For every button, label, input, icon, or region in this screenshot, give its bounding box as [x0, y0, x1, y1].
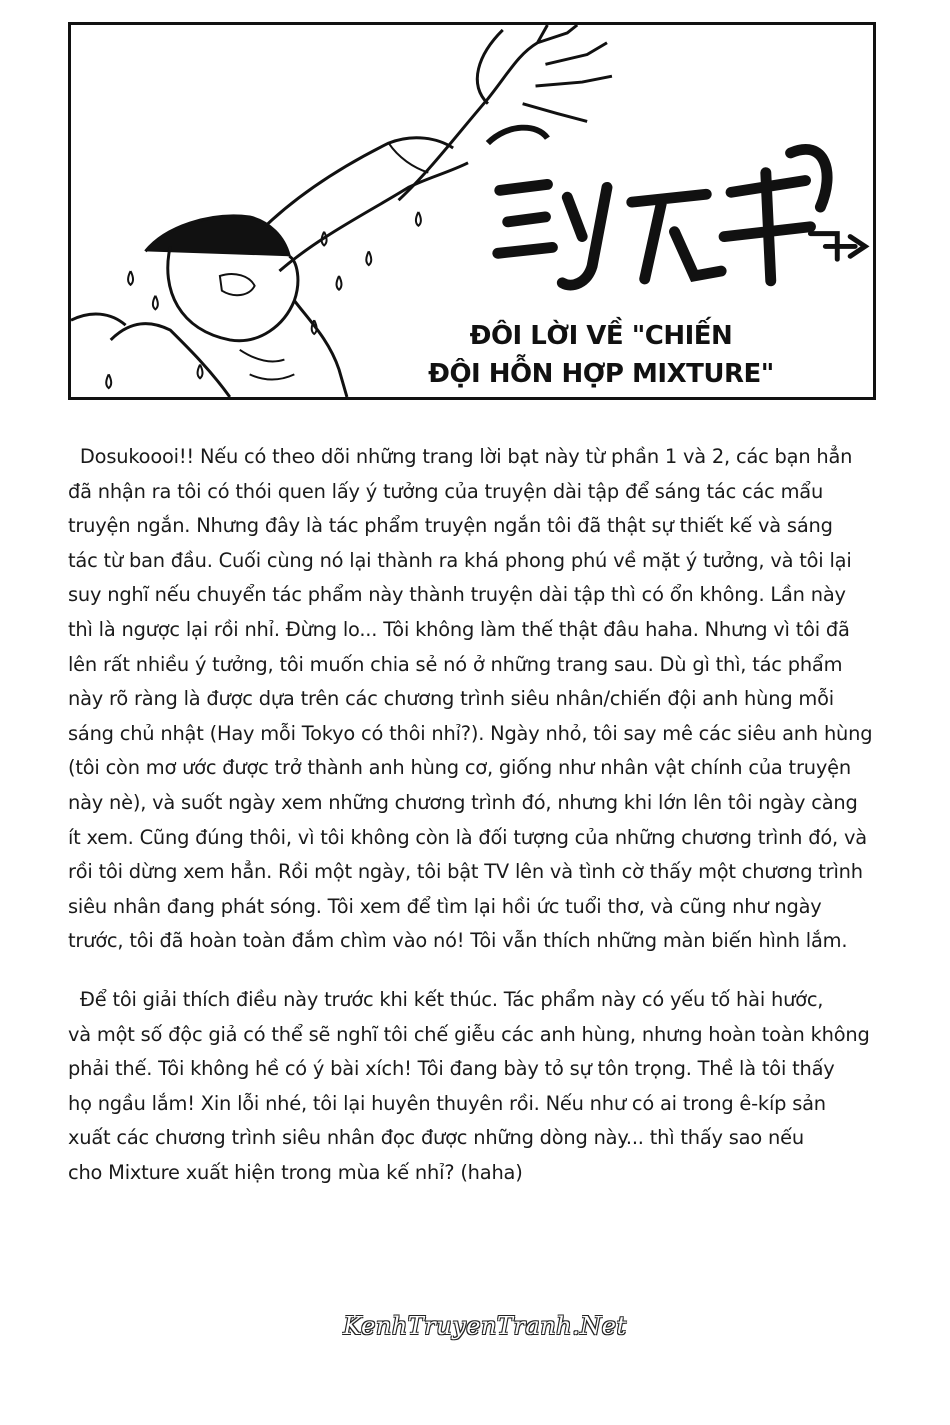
header-illustration-panel — [68, 22, 876, 400]
text-line: tác từ ban đầu. Cuối cùng nó lại thành ra khá phong phú về mặt ý tưởng, và tôi lại — [68, 548, 852, 572]
text-line: họ ngầu lắm! Xin lỗi nhé, tôi lại huyên thuyên rồi. Nếu như có ai trong ê-kíp sản — [68, 1091, 826, 1115]
text-line: rồi tôi dừng xem hẳn. Rồi một ngày, tôi bật TV lên và tình cờ thấy một chương trình — [68, 860, 863, 884]
paragraph-2 — [68, 983, 888, 1191]
text-line: (tôi còn mơ ước được trở thành anh hùng cơ, giống như nhân vật chính của truyện — [68, 756, 851, 780]
text-line: ít xem. Cũng đúng thôi, vì tôi không còn là đối tượng của những chương trình đó, và — [68, 825, 867, 849]
text-line: Để tôi giải thích điều này trước khi kết thúc. Tác phẩm này có yếu tố hài hước, — [68, 987, 824, 1011]
text-line: này rõ ràng là được dựa trên các chương trình siêu nhân/chiến đội anh hùng mỗi — [68, 687, 834, 711]
text-line: truyện ngắn. Nhưng đây là tác phẩm truyện ngắn tôi đã thật sự thiết kế và sáng — [68, 514, 833, 538]
article-title — [411, 317, 791, 393]
text-line: thì là ngược lại rồi nhỉ. Đừng lo... Tôi không làm thế thật đâu haha. Nhưng vì tôi đã — [68, 617, 850, 641]
text-line: lên rất nhiều ý tưởng, tôi muốn chia sẻ nó ở những trang sau. Dù gì thì, tác phẩm — [68, 652, 843, 676]
text-line: xuất các chương trình siêu nhân đọc được những dòng này... thì thấy sao nếu — [68, 1126, 804, 1150]
paragraph-1 — [68, 440, 888, 959]
text-line: cho Mixture xuất hiện trong mùa kế nhỉ? (haha) — [68, 1160, 523, 1184]
text-line: Dosukoooi!! Nếu có theo dõi những trang lời bạt này từ phần 1 và 2, các bạn hẳn — [68, 445, 853, 468]
afterword-body — [68, 440, 888, 1190]
title-line-2: ĐỘI HỖN HỢP MIXTURE" — [428, 359, 774, 389]
text-line: suy nghĩ nếu chuyển tác phẩm này thành truyện dài tập thì có ổn không. Lần này — [68, 583, 846, 607]
text-line: này nè), và suốt ngày xem những chương trình đó, nhưng khi lớn lên tôi ngày càng — [68, 790, 858, 814]
text-line: phải thế. Tôi không hề có ý bài xích! Tôi đang bày tỏ sự tôn trọng. Thề là tôi thấy — [68, 1057, 835, 1081]
text-line: đã nhận ra tôi có thói quen lấy ý tưởng của truyện dài tập để sáng tác các mẩu — [68, 479, 824, 503]
text-line: sáng chủ nhật (Hay mỗi Tokyo có thôi nhỉ?). Ngày nhỏ, tôi say mê các siêu anh hùng — [68, 721, 873, 745]
site-watermark: KenhTruyenTranh.Net — [343, 1312, 627, 1340]
text-line: siêu nhân đang phát sóng. Tôi xem để tìm lại hồi ức tuổi thơ, và cũng như ngày — [68, 894, 822, 918]
text-line: trước, tôi đã hoàn toàn đắm chìm vào nó! Tôi vẫn thích những màn biến hình lắm. — [68, 929, 848, 953]
title-line-1: ĐÔI LỜI VỀ "CHIẾN — [469, 321, 733, 351]
text-line: và một số độc giả có thể sẽ nghĩ tôi chế giễu các anh hùng, nhưng hoàn toàn không — [68, 1022, 870, 1046]
